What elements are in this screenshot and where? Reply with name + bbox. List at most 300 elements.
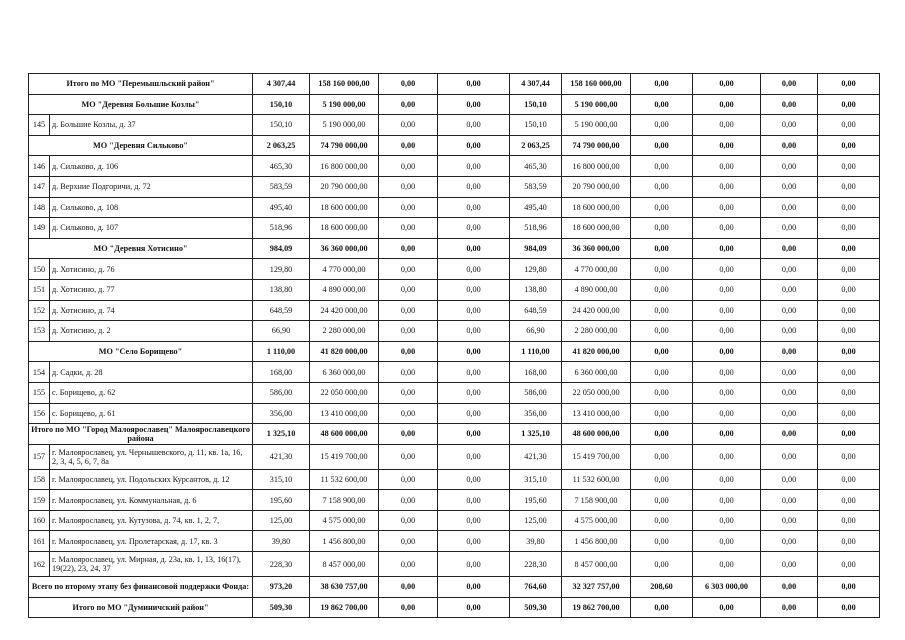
- value-cell: 0,00: [379, 531, 438, 552]
- value-cell: 158 160 000,00: [310, 74, 379, 95]
- table-row: [29, 300, 880, 321]
- address-cell: д. Хотисино, д. 2: [50, 321, 253, 342]
- value-cell: 0,00: [818, 115, 880, 136]
- table-row: [29, 531, 880, 552]
- value-cell: 6 303 000,00: [693, 577, 761, 598]
- value-cell: 19 862 700,00: [562, 597, 631, 618]
- value-cell: 0,00: [761, 74, 818, 95]
- value-cell: 129,80: [253, 259, 310, 280]
- address-cell: г. Малоярославец, ул. Подольских Курсантов, д. 12: [50, 469, 253, 490]
- subtotal-row: [29, 94, 880, 115]
- value-cell: 0,00: [693, 115, 761, 136]
- address-cell: с. Борищево, д. 62: [50, 382, 253, 403]
- value-cell: 0,00: [818, 510, 880, 531]
- value-cell: 0,00: [818, 424, 880, 445]
- value-cell: 0,00: [631, 362, 693, 383]
- value-cell: 0,00: [693, 552, 761, 577]
- table-row: [29, 362, 880, 383]
- value-cell: 0,00: [438, 94, 510, 115]
- value-cell: 0,00: [818, 490, 880, 511]
- row-number: 157: [29, 444, 50, 469]
- value-cell: 228,30: [253, 552, 310, 577]
- value-cell: 315,10: [253, 469, 310, 490]
- value-cell: 2 280 000,00: [562, 321, 631, 342]
- value-cell: 0,00: [761, 279, 818, 300]
- value-cell: 0,00: [631, 490, 693, 511]
- table-row: [29, 176, 880, 197]
- value-cell: 24 420 000,00: [562, 300, 631, 321]
- row-number: 155: [29, 382, 50, 403]
- value-cell: 0,00: [438, 74, 510, 95]
- value-cell: 0,00: [693, 597, 761, 618]
- group-title: МО "Деревня Большие Козлы": [29, 94, 253, 115]
- value-cell: 20 790 000,00: [562, 176, 631, 197]
- value-cell: 0,00: [379, 382, 438, 403]
- value-cell: 0,00: [631, 382, 693, 403]
- value-cell: 356,00: [510, 403, 562, 424]
- value-cell: 19 862 700,00: [310, 597, 379, 618]
- address-cell: г. Малоярославец, ул. Чернышевского, д. 11, кв. 1а, 16, 2, 3, 4, 5, 6, 7, 8а: [50, 444, 253, 469]
- value-cell: 465,30: [253, 156, 310, 177]
- value-cell: 0,00: [631, 259, 693, 280]
- value-cell: 0,00: [761, 597, 818, 618]
- table-row: [29, 382, 880, 403]
- value-cell: 4 307,44: [510, 74, 562, 95]
- value-cell: 0,00: [693, 444, 761, 469]
- row-number: 156: [29, 403, 50, 424]
- value-cell: 421,30: [253, 444, 310, 469]
- value-cell: 0,00: [631, 115, 693, 136]
- value-cell: 2 280 000,00: [310, 321, 379, 342]
- value-cell: 0,00: [693, 382, 761, 403]
- value-cell: 4 770 000,00: [562, 259, 631, 280]
- table-row: [29, 444, 880, 469]
- address-cell: с. Борищево, д. 61: [50, 403, 253, 424]
- table-row: [29, 321, 880, 342]
- value-cell: 0,00: [818, 135, 880, 156]
- row-number: 161: [29, 531, 50, 552]
- value-cell: 4 890 000,00: [562, 279, 631, 300]
- value-cell: 0,00: [693, 135, 761, 156]
- value-cell: 7 158 900,00: [562, 490, 631, 511]
- value-cell: 0,00: [438, 597, 510, 618]
- value-cell: 7 158 900,00: [310, 490, 379, 511]
- value-cell: 0,00: [631, 469, 693, 490]
- value-cell: 8 457 000,00: [562, 552, 631, 577]
- address-cell: г. Малоярославец, ул. Пролетарская, д. 17, кв. 3: [50, 531, 253, 552]
- value-cell: 0,00: [693, 74, 761, 95]
- value-cell: 41 820 000,00: [310, 341, 379, 362]
- value-cell: 0,00: [693, 321, 761, 342]
- value-cell: 0,00: [379, 115, 438, 136]
- value-cell: 0,00: [379, 469, 438, 490]
- value-cell: 0,00: [761, 362, 818, 383]
- value-cell: 0,00: [818, 259, 880, 280]
- value-cell: 0,00: [693, 510, 761, 531]
- value-cell: 0,00: [379, 362, 438, 383]
- value-cell: 0,00: [631, 321, 693, 342]
- value-cell: 11 532 600,00: [562, 469, 631, 490]
- value-cell: 0,00: [818, 469, 880, 490]
- value-cell: 150,10: [510, 94, 562, 115]
- value-cell: 0,00: [379, 218, 438, 239]
- value-cell: 0,00: [761, 94, 818, 115]
- value-cell: 0,00: [438, 382, 510, 403]
- value-cell: 0,00: [693, 156, 761, 177]
- value-cell: 0,00: [379, 238, 438, 259]
- value-cell: 0,00: [438, 403, 510, 424]
- row-number: 153: [29, 321, 50, 342]
- value-cell: 764,60: [510, 577, 562, 598]
- value-cell: 0,00: [761, 341, 818, 362]
- value-cell: 158 160 000,00: [562, 74, 631, 95]
- value-cell: 1 110,00: [510, 341, 562, 362]
- value-cell: 13 410 000,00: [562, 403, 631, 424]
- address-cell: г. Малоярославец, ул. Коммунальная, д. 6: [50, 490, 253, 511]
- value-cell: 0,00: [818, 552, 880, 577]
- value-cell: 0,00: [631, 444, 693, 469]
- value-cell: 0,00: [761, 156, 818, 177]
- value-cell: 66,90: [510, 321, 562, 342]
- value-cell: 0,00: [438, 424, 510, 445]
- table-row: [29, 469, 880, 490]
- value-cell: 74 790 000,00: [562, 135, 631, 156]
- address-cell: г. Малоярославец, ул. Мирная, д. 23а, кв. 1, 13, 16(17), 19(22), 23, 24, 37: [50, 552, 253, 577]
- row-number: 152: [29, 300, 50, 321]
- value-cell: 518,96: [253, 218, 310, 239]
- value-cell: 18 600 000,00: [562, 197, 631, 218]
- value-cell: 5 190 000,00: [310, 115, 379, 136]
- value-cell: 984,09: [253, 238, 310, 259]
- value-cell: 4 575 000,00: [562, 510, 631, 531]
- value-cell: 24 420 000,00: [310, 300, 379, 321]
- value-cell: 0,00: [761, 259, 818, 280]
- value-cell: 0,00: [693, 469, 761, 490]
- value-cell: 0,00: [818, 403, 880, 424]
- value-cell: 8 457 000,00: [310, 552, 379, 577]
- value-cell: 0,00: [693, 490, 761, 511]
- row-number: 147: [29, 176, 50, 197]
- group-title: Итого по МО "Город Малоярославец" Малоярославецкого района: [29, 424, 253, 445]
- value-cell: 15 419 700,00: [562, 444, 631, 469]
- address-cell: д. Сильково, д. 108: [50, 197, 253, 218]
- value-cell: 0,00: [761, 382, 818, 403]
- value-cell: 1 456 800,00: [310, 531, 379, 552]
- value-cell: 0,00: [631, 197, 693, 218]
- row-number: 149: [29, 218, 50, 239]
- value-cell: 1 325,10: [510, 424, 562, 445]
- value-cell: 0,00: [761, 176, 818, 197]
- value-cell: 0,00: [693, 362, 761, 383]
- value-cell: 973,20: [253, 577, 310, 598]
- value-cell: 195,60: [510, 490, 562, 511]
- value-cell: 150,10: [510, 115, 562, 136]
- value-cell: 0,00: [438, 176, 510, 197]
- value-cell: 0,00: [438, 321, 510, 342]
- value-cell: 0,00: [818, 197, 880, 218]
- value-cell: 0,00: [438, 279, 510, 300]
- value-cell: 0,00: [693, 279, 761, 300]
- value-cell: 509,30: [510, 597, 562, 618]
- value-cell: 648,59: [510, 300, 562, 321]
- address-cell: д. Хотисино, д. 77: [50, 279, 253, 300]
- value-cell: 0,00: [761, 424, 818, 445]
- value-cell: 36 360 000,00: [310, 238, 379, 259]
- subtotal-row: [29, 597, 880, 618]
- value-cell: 0,00: [379, 424, 438, 445]
- value-cell: 0,00: [818, 444, 880, 469]
- value-cell: 0,00: [761, 403, 818, 424]
- subtotal-row: [29, 238, 880, 259]
- value-cell: 0,00: [761, 238, 818, 259]
- value-cell: 18 600 000,00: [310, 197, 379, 218]
- row-number: 160: [29, 510, 50, 531]
- row-number: 150: [29, 259, 50, 280]
- value-cell: 0,00: [438, 531, 510, 552]
- address-cell: д. Хотисино, д. 76: [50, 259, 253, 280]
- value-cell: 0,00: [438, 444, 510, 469]
- value-cell: 0,00: [631, 94, 693, 115]
- value-cell: 4 575 000,00: [310, 510, 379, 531]
- value-cell: 138,80: [510, 279, 562, 300]
- value-cell: 0,00: [631, 135, 693, 156]
- group-title: Итого по МО "Думиничский район": [29, 597, 253, 618]
- value-cell: 0,00: [438, 469, 510, 490]
- value-cell: 0,00: [379, 490, 438, 511]
- address-cell: г. Малоярославец, ул. Кутузова, д. 74, кв. 1, 2, 7,: [50, 510, 253, 531]
- group-title: Итого по МО "Перемышльский район": [29, 74, 253, 95]
- table-row: [29, 279, 880, 300]
- value-cell: 1 456 800,00: [562, 531, 631, 552]
- table-row: [29, 115, 880, 136]
- value-cell: 465,30: [510, 156, 562, 177]
- value-cell: 586,00: [253, 382, 310, 403]
- value-cell: 0,00: [818, 94, 880, 115]
- address-cell: д. Большие Козлы, д. 37: [50, 115, 253, 136]
- value-cell: 4 890 000,00: [310, 279, 379, 300]
- value-cell: 583,59: [253, 176, 310, 197]
- table-row: [29, 490, 880, 511]
- value-cell: 1 110,00: [253, 341, 310, 362]
- value-cell: 4 770 000,00: [310, 259, 379, 280]
- value-cell: 0,00: [379, 279, 438, 300]
- value-cell: 1 325,10: [253, 424, 310, 445]
- value-cell: 0,00: [761, 469, 818, 490]
- value-cell: 0,00: [379, 300, 438, 321]
- value-cell: 0,00: [379, 259, 438, 280]
- value-cell: 5 190 000,00: [562, 115, 631, 136]
- value-cell: 0,00: [438, 197, 510, 218]
- row-number: 145: [29, 115, 50, 136]
- value-cell: 0,00: [438, 552, 510, 577]
- value-cell: 15 419 700,00: [310, 444, 379, 469]
- value-cell: 150,10: [253, 94, 310, 115]
- group-title: МО "Деревня Сильково": [29, 135, 253, 156]
- value-cell: 0,00: [438, 135, 510, 156]
- row-number: 159: [29, 490, 50, 511]
- table-body: [29, 74, 880, 618]
- row-number: 162: [29, 552, 50, 577]
- value-cell: 18 600 000,00: [562, 218, 631, 239]
- value-cell: 228,30: [510, 552, 562, 577]
- value-cell: 0,00: [761, 490, 818, 511]
- row-number: 158: [29, 469, 50, 490]
- value-cell: 0,00: [818, 279, 880, 300]
- value-cell: 0,00: [631, 341, 693, 362]
- value-cell: 0,00: [631, 238, 693, 259]
- group-title: МО "Деревня Хотисино": [29, 238, 253, 259]
- table-row: [29, 259, 880, 280]
- value-cell: 125,00: [510, 510, 562, 531]
- value-cell: 20 790 000,00: [310, 176, 379, 197]
- value-cell: 0,00: [631, 597, 693, 618]
- value-cell: 48 600 000,00: [310, 424, 379, 445]
- value-cell: 0,00: [379, 341, 438, 362]
- value-cell: 0,00: [438, 341, 510, 362]
- value-cell: 0,00: [631, 218, 693, 239]
- value-cell: 583,59: [510, 176, 562, 197]
- address-cell: д. Верхние Подгоричи, д. 72: [50, 176, 253, 197]
- value-cell: 0,00: [379, 135, 438, 156]
- value-cell: 0,00: [379, 577, 438, 598]
- value-cell: 0,00: [631, 531, 693, 552]
- table-row: [29, 156, 880, 177]
- value-cell: 0,00: [818, 531, 880, 552]
- value-cell: 0,00: [379, 403, 438, 424]
- value-cell: 0,00: [438, 362, 510, 383]
- value-cell: 0,00: [761, 510, 818, 531]
- value-cell: 0,00: [693, 238, 761, 259]
- table-row: [29, 218, 880, 239]
- value-cell: 48 600 000,00: [562, 424, 631, 445]
- value-cell: 22 050 000,00: [310, 382, 379, 403]
- value-cell: 0,00: [693, 424, 761, 445]
- value-cell: 0,00: [631, 279, 693, 300]
- value-cell: 41 820 000,00: [562, 341, 631, 362]
- value-cell: 0,00: [818, 300, 880, 321]
- table-row: [29, 510, 880, 531]
- value-cell: 18 600 000,00: [310, 218, 379, 239]
- value-cell: 0,00: [631, 552, 693, 577]
- value-cell: 0,00: [818, 382, 880, 403]
- value-cell: 0,00: [818, 362, 880, 383]
- value-cell: 38 630 757,00: [310, 577, 379, 598]
- value-cell: 4 307,44: [253, 74, 310, 95]
- value-cell: 315,10: [510, 469, 562, 490]
- value-cell: 0,00: [818, 597, 880, 618]
- value-cell: 0,00: [438, 218, 510, 239]
- value-cell: 495,40: [253, 197, 310, 218]
- value-cell: 586,00: [510, 382, 562, 403]
- value-cell: 0,00: [818, 218, 880, 239]
- subtotal-row: [29, 74, 880, 95]
- value-cell: 984,09: [510, 238, 562, 259]
- value-cell: 0,00: [631, 424, 693, 445]
- group-title: Всего по второму этапу без финансовой поддержки Фонда:: [29, 577, 253, 598]
- value-cell: 0,00: [379, 321, 438, 342]
- value-cell: 495,40: [510, 197, 562, 218]
- value-cell: 0,00: [693, 259, 761, 280]
- value-cell: 0,00: [631, 176, 693, 197]
- value-cell: 138,80: [253, 279, 310, 300]
- value-cell: 0,00: [379, 552, 438, 577]
- value-cell: 208,60: [631, 577, 693, 598]
- address-cell: д. Садки, д. 28: [50, 362, 253, 383]
- value-cell: 0,00: [693, 341, 761, 362]
- value-cell: 0,00: [631, 156, 693, 177]
- value-cell: 509,30: [253, 597, 310, 618]
- value-cell: 0,00: [693, 218, 761, 239]
- subtotal-row: [29, 135, 880, 156]
- value-cell: 0,00: [631, 403, 693, 424]
- value-cell: 0,00: [693, 197, 761, 218]
- address-cell: д. Хотисино, д. 74: [50, 300, 253, 321]
- group-title: МО "Село Борищево": [29, 341, 253, 362]
- table-row: [29, 197, 880, 218]
- subtotal-row: [29, 424, 880, 445]
- value-cell: 0,00: [438, 490, 510, 511]
- value-cell: 0,00: [761, 531, 818, 552]
- value-cell: 0,00: [379, 176, 438, 197]
- value-cell: 150,10: [253, 115, 310, 136]
- value-cell: 125,00: [253, 510, 310, 531]
- value-cell: 0,00: [631, 300, 693, 321]
- value-cell: 6 360 000,00: [562, 362, 631, 383]
- value-cell: 0,00: [761, 577, 818, 598]
- value-cell: 0,00: [761, 135, 818, 156]
- value-cell: 0,00: [818, 156, 880, 177]
- value-cell: 0,00: [818, 577, 880, 598]
- value-cell: 6 360 000,00: [310, 362, 379, 383]
- value-cell: 0,00: [379, 597, 438, 618]
- value-cell: 74 790 000,00: [310, 135, 379, 156]
- value-cell: 16 800 000,00: [310, 156, 379, 177]
- value-cell: 0,00: [379, 74, 438, 95]
- row-number: 154: [29, 362, 50, 383]
- address-cell: д. Сильково, д. 107: [50, 218, 253, 239]
- value-cell: 0,00: [438, 577, 510, 598]
- value-cell: 13 410 000,00: [310, 403, 379, 424]
- value-cell: 0,00: [761, 444, 818, 469]
- value-cell: 0,00: [761, 552, 818, 577]
- row-number: 148: [29, 197, 50, 218]
- value-cell: 0,00: [438, 115, 510, 136]
- housing-program-table: [28, 73, 880, 618]
- value-cell: 0,00: [438, 156, 510, 177]
- value-cell: 0,00: [438, 300, 510, 321]
- value-cell: 66,90: [253, 321, 310, 342]
- value-cell: 32 327 757,00: [562, 577, 631, 598]
- value-cell: 0,00: [438, 510, 510, 531]
- value-cell: 2 063,25: [253, 135, 310, 156]
- value-cell: 0,00: [761, 300, 818, 321]
- value-cell: 0,00: [631, 74, 693, 95]
- subtotal-row: [29, 341, 880, 362]
- row-number: 151: [29, 279, 50, 300]
- value-cell: 0,00: [818, 238, 880, 259]
- value-cell: 11 532 600,00: [310, 469, 379, 490]
- value-cell: 421,30: [510, 444, 562, 469]
- value-cell: 2 063,25: [510, 135, 562, 156]
- row-number: 146: [29, 156, 50, 177]
- value-cell: 0,00: [693, 300, 761, 321]
- value-cell: 0,00: [438, 259, 510, 280]
- value-cell: 39,80: [510, 531, 562, 552]
- table-row: [29, 552, 880, 577]
- value-cell: 0,00: [761, 115, 818, 136]
- subtotal-row: [29, 577, 880, 598]
- value-cell: 39,80: [253, 531, 310, 552]
